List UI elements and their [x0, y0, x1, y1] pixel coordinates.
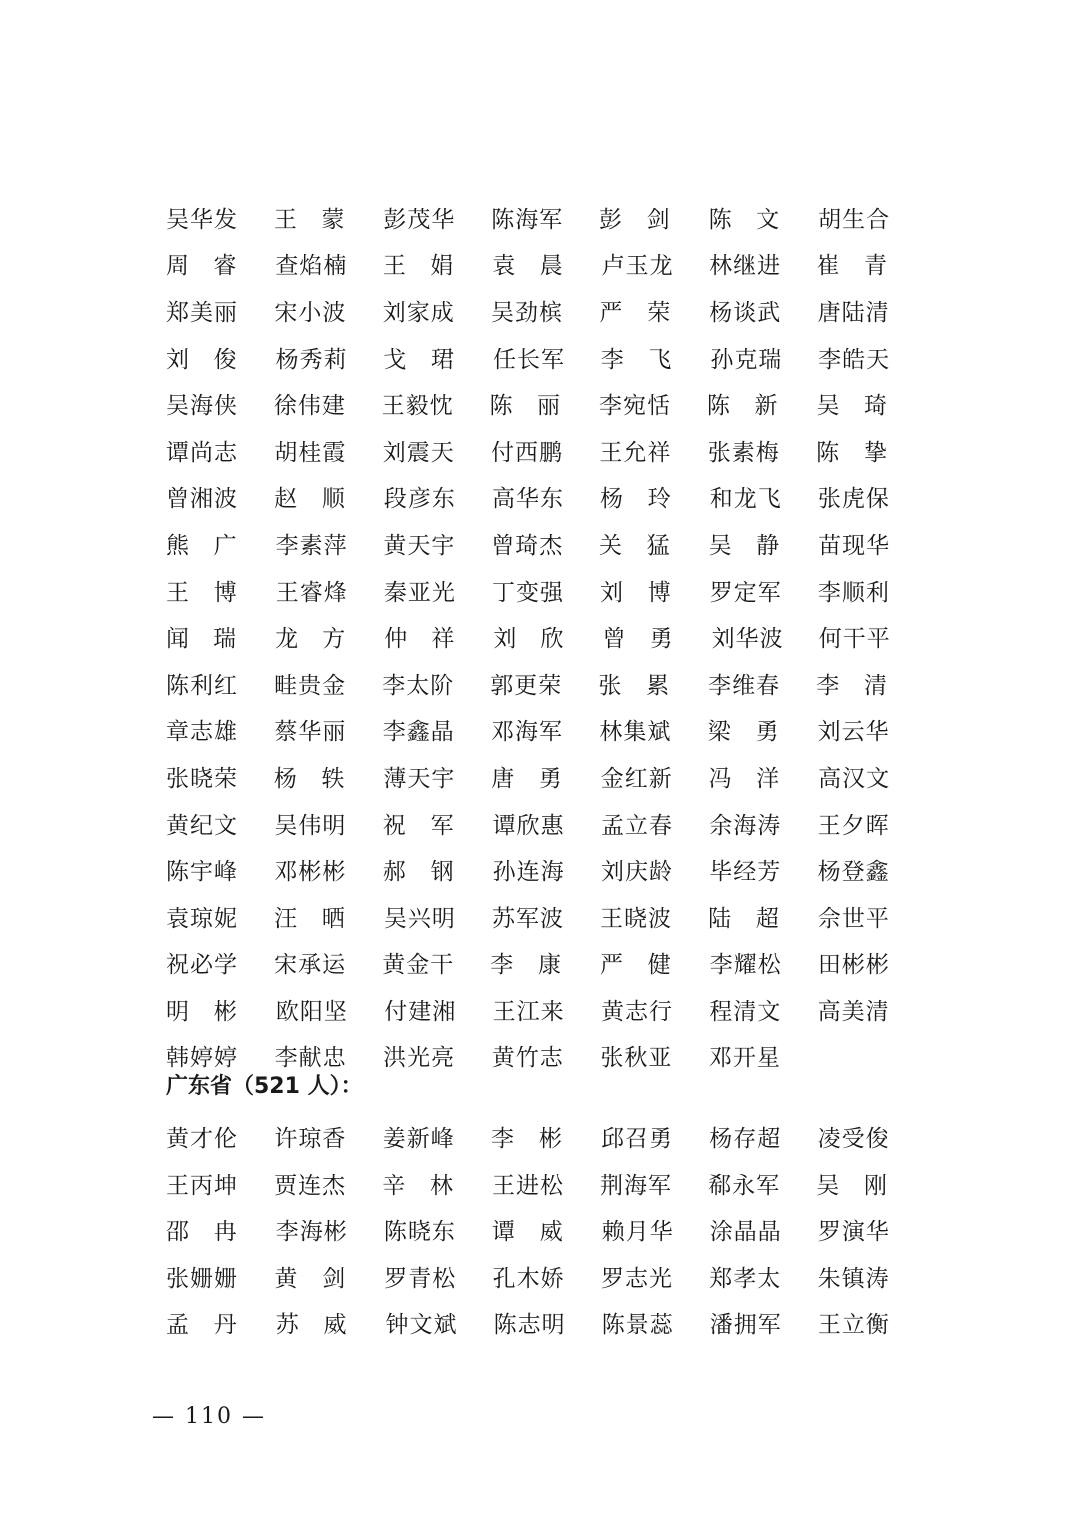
- person-name: 辛 林: [382, 1172, 454, 1199]
- person-name: 郗永军: [708, 1172, 781, 1199]
- person-name: 黄纪文: [166, 812, 238, 839]
- person-name: 杨登鑫: [817, 859, 890, 886]
- name-group-guangdong: [166, 1116, 926, 1349]
- section-heading-guangdong: 广东省（521 人）：: [166, 1074, 363, 1100]
- person-name: 李 彬: [491, 1126, 563, 1153]
- person-name: 任长军: [492, 346, 565, 373]
- person-name: 邱召勇: [600, 1126, 673, 1153]
- person-name: 涂晶晶: [709, 1219, 782, 1246]
- person-name: 谭尚志: [166, 439, 238, 466]
- person-name: 孙连海: [492, 859, 565, 886]
- person-name: 金红新: [600, 765, 673, 792]
- person-name: 苗现华: [818, 532, 891, 559]
- person-name: 吴 刚: [816, 1172, 888, 1199]
- person-name: 张素梅: [707, 439, 780, 466]
- person-name: 李海彬: [275, 1219, 348, 1246]
- name-row: [166, 663, 926, 710]
- name-row: [166, 989, 926, 1036]
- person-name: 李鑫晶: [382, 719, 455, 746]
- name-row: [166, 244, 926, 291]
- person-name: 李 飞: [600, 346, 673, 373]
- person-name: 王 娟: [382, 253, 455, 280]
- person-name: 田彬彬: [817, 952, 890, 979]
- person-name: 付西鹏: [491, 439, 564, 466]
- person-name: 畦贵金: [274, 672, 347, 699]
- person-name: 洪光亮: [383, 1045, 456, 1072]
- person-name: 梁 勇: [707, 719, 780, 746]
- person-name: 吴兴明: [383, 905, 456, 932]
- person-name: 黄金干: [382, 952, 455, 979]
- person-name: 朱镇涛: [817, 1265, 890, 1292]
- name-row: [166, 896, 926, 943]
- person-name: 祝必学: [166, 952, 238, 979]
- person-name: 王立衡: [817, 1312, 890, 1339]
- person-name: 王进松: [491, 1172, 564, 1199]
- person-name: 毕经芳: [709, 859, 782, 886]
- person-name: 刘 俊: [166, 346, 238, 373]
- person-name: 彭茂华: [383, 206, 456, 233]
- person-name: 姜新峰: [382, 1126, 455, 1153]
- person-name: 杨秀莉: [275, 346, 348, 373]
- person-name: 李耀松: [709, 952, 782, 979]
- person-name: 余海涛: [709, 812, 782, 839]
- person-name: 凌受俊: [817, 1126, 890, 1153]
- person-name: 陈 挚: [816, 439, 888, 466]
- person-name: 王晓波: [600, 905, 673, 932]
- person-name: 陈志明: [493, 1312, 566, 1339]
- person-name: 明 彬: [166, 998, 238, 1025]
- person-name: 王毅忱: [381, 393, 454, 420]
- person-name: 刘震天: [382, 439, 455, 466]
- person-name: 罗演华: [817, 1219, 890, 1246]
- person-name: 吴劲槟: [491, 299, 564, 326]
- person-name: 熊 广: [166, 532, 238, 559]
- person-name: 佘世平: [817, 905, 890, 932]
- name-row: [166, 523, 926, 570]
- person-name: 崔 青: [816, 253, 888, 280]
- person-name: 陈海军: [491, 206, 564, 233]
- name-row: [166, 1303, 926, 1350]
- person-name: 吴海侠: [166, 393, 238, 420]
- person-name: 杨存超: [709, 1126, 782, 1153]
- person-name: 陈利红: [166, 672, 238, 699]
- name-row: [166, 383, 926, 430]
- person-name: 刘云华: [817, 719, 890, 746]
- person-name: 陈 新: [706, 393, 779, 420]
- name-row: [166, 943, 926, 990]
- person-name: 丁变强: [491, 579, 564, 606]
- person-name: 黄志行: [600, 998, 673, 1025]
- person-name: 刘 博: [600, 579, 672, 606]
- person-name: 薄天宇: [383, 765, 456, 792]
- person-name: 陈宇峰: [166, 859, 238, 886]
- person-name: 唐 勇: [491, 765, 563, 792]
- person-name: 林继进: [709, 253, 782, 280]
- person-name: 曾琦杰: [491, 532, 564, 559]
- person-name: 欧阳坚: [275, 998, 348, 1025]
- person-name: 谭欣惠: [492, 812, 565, 839]
- person-name: 黄才伦: [166, 1126, 238, 1153]
- person-name: 胡桂霞: [274, 439, 347, 466]
- person-name: 许琼香: [274, 1126, 347, 1153]
- person-name: 张秋亚: [600, 1045, 673, 1072]
- person-name: 陈 丽: [489, 393, 562, 420]
- person-name: 冯 洋: [708, 765, 781, 792]
- person-name: 宋小波: [274, 299, 347, 326]
- name-list: [166, 197, 926, 1349]
- person-name: 唐陆清: [817, 299, 890, 326]
- person-name: 邵 冉: [166, 1219, 238, 1246]
- person-name: 罗定军: [709, 579, 782, 606]
- person-name: 李顺利: [817, 579, 890, 606]
- person-name: 陈 文: [708, 206, 781, 233]
- person-name: 邓海军: [491, 719, 564, 746]
- person-name: 赵 顺: [274, 486, 346, 513]
- person-name: 曾 勇: [602, 626, 674, 653]
- name-row: [166, 1256, 926, 1303]
- person-name: 黄 剑: [274, 1265, 347, 1292]
- person-name: 黄天宇: [383, 532, 456, 559]
- person-name: 闻 瑞: [166, 626, 238, 653]
- person-name: 刘 欣: [493, 626, 565, 653]
- person-name: 严 健: [600, 952, 672, 979]
- person-name: 张虎保: [817, 486, 890, 513]
- person-name: 罗青松: [384, 1265, 457, 1292]
- name-group-previous-province: [166, 197, 926, 1082]
- person-name: 龙 方: [275, 626, 347, 653]
- person-name: 郝 钢: [382, 859, 455, 886]
- person-name: 苏军波: [491, 905, 564, 932]
- person-name: 张 累: [598, 672, 671, 699]
- person-name: 潘拥军: [709, 1312, 782, 1339]
- person-name: 李 康: [490, 952, 563, 979]
- person-name: 吴 静: [708, 532, 781, 559]
- person-name: 罗志光: [600, 1265, 673, 1292]
- person-name: 赖月华: [601, 1219, 674, 1246]
- person-name: 李素萍: [275, 532, 348, 559]
- person-name: 贾连杰: [274, 1172, 347, 1199]
- person-name: 杨 玲: [600, 486, 672, 513]
- person-name: 程清文: [709, 998, 782, 1025]
- name-row: [166, 337, 926, 384]
- person-name: 高美清: [817, 998, 890, 1025]
- person-name: 黄竹志: [491, 1045, 564, 1072]
- person-name: 仲 祥: [384, 626, 456, 653]
- person-name: 郑孝太: [709, 1265, 782, 1292]
- person-name: 邓开星: [708, 1045, 781, 1072]
- person-name: 付建湘: [384, 998, 457, 1025]
- name-row: [166, 849, 926, 896]
- person-name: 杨谈武: [709, 299, 782, 326]
- name-row: [166, 710, 926, 757]
- person-name: 何干平: [818, 626, 891, 653]
- person-name: 宋承运: [274, 952, 347, 979]
- page-number: — 110 —: [152, 1404, 266, 1429]
- person-name: 祝 军: [382, 812, 455, 839]
- person-name: 袁 晨: [492, 253, 564, 280]
- person-name: 郑美丽: [166, 299, 238, 326]
- name-row: [166, 430, 926, 477]
- person-name: 汪 晒: [274, 905, 346, 932]
- person-name: 卢玉龙: [601, 253, 674, 280]
- person-name: 蔡华丽: [274, 719, 347, 746]
- person-name: 高汉文: [818, 765, 891, 792]
- person-name: 林集斌: [599, 719, 672, 746]
- person-name: 李太阶: [382, 672, 455, 699]
- person-name: 王江来: [492, 998, 565, 1025]
- name-row: [166, 616, 926, 663]
- name-row: [166, 1116, 926, 1163]
- person-name: 张晓荣: [166, 765, 238, 792]
- person-name: 韩婷婷: [166, 1045, 238, 1072]
- person-name: 王夕晖: [817, 812, 890, 839]
- person-name: 苏 威: [275, 1312, 348, 1339]
- person-name: 王 博: [166, 579, 238, 606]
- person-name: 钟文斌: [385, 1312, 458, 1339]
- person-name: 袁琼妮: [166, 905, 238, 932]
- person-name: 刘庆龄: [600, 859, 673, 886]
- person-name: 彭 剑: [599, 206, 671, 233]
- name-row: [166, 1163, 926, 1210]
- person-name: 胡生合: [818, 206, 891, 233]
- person-name: 李献忠: [274, 1045, 347, 1072]
- person-name: 李 清: [816, 672, 888, 699]
- person-name: 王丙坤: [166, 1172, 238, 1199]
- person-name: 曾湘波: [166, 486, 238, 513]
- person-name: 李维春: [708, 672, 781, 699]
- person-name: 陈景蕊: [601, 1312, 674, 1339]
- person-name: 高华东: [491, 486, 564, 513]
- person-name: 和龙飞: [709, 486, 782, 513]
- person-name: 段彦东: [383, 486, 456, 513]
- person-name: 郭更荣: [490, 672, 563, 699]
- person-name: 王睿烽: [275, 579, 348, 606]
- person-name: 张姗姗: [166, 1265, 238, 1292]
- person-name: 孟立春: [600, 812, 673, 839]
- name-row: [166, 756, 926, 803]
- person-name: 李皓天: [818, 346, 891, 373]
- name-row: [166, 290, 926, 337]
- name-row: [166, 197, 926, 244]
- person-name: 刘华波: [711, 626, 784, 653]
- person-name: 吴华发: [166, 206, 238, 233]
- name-row: [166, 570, 926, 617]
- name-row: [166, 1209, 926, 1256]
- person-name: 荆海军: [600, 1172, 673, 1199]
- person-name: 章志雄: [166, 719, 238, 746]
- person-name: 王允祥: [599, 439, 672, 466]
- person-name: 陈晓东: [383, 1219, 456, 1246]
- person-name: 王 蒙: [273, 206, 346, 233]
- person-name: 吴伟明: [274, 812, 347, 839]
- person-name: 关 猛: [599, 532, 671, 559]
- person-name: 孙克瑞: [710, 346, 783, 373]
- person-name: 杨 轶: [273, 765, 346, 792]
- person-name: 严 荣: [599, 299, 672, 326]
- person-name: 孟 丹: [166, 1312, 238, 1339]
- person-name: 吴 琦: [816, 393, 888, 420]
- person-name: 刘家成: [382, 299, 455, 326]
- person-name: 徐伟建: [273, 393, 346, 420]
- person-name: 戈 珺: [383, 346, 455, 373]
- person-name: 孔木娇: [492, 1265, 565, 1292]
- name-row: [166, 803, 926, 850]
- person-name: 李宛恬: [599, 393, 672, 420]
- person-name: 查焰楠: [275, 253, 348, 280]
- person-name: 周 睿: [166, 253, 238, 280]
- person-name: 谭 威: [491, 1219, 564, 1246]
- person-name: 邓彬彬: [274, 859, 347, 886]
- name-row: [166, 477, 926, 524]
- person-name: 陆 超: [708, 905, 780, 932]
- person-name: 秦亚光: [383, 579, 456, 606]
